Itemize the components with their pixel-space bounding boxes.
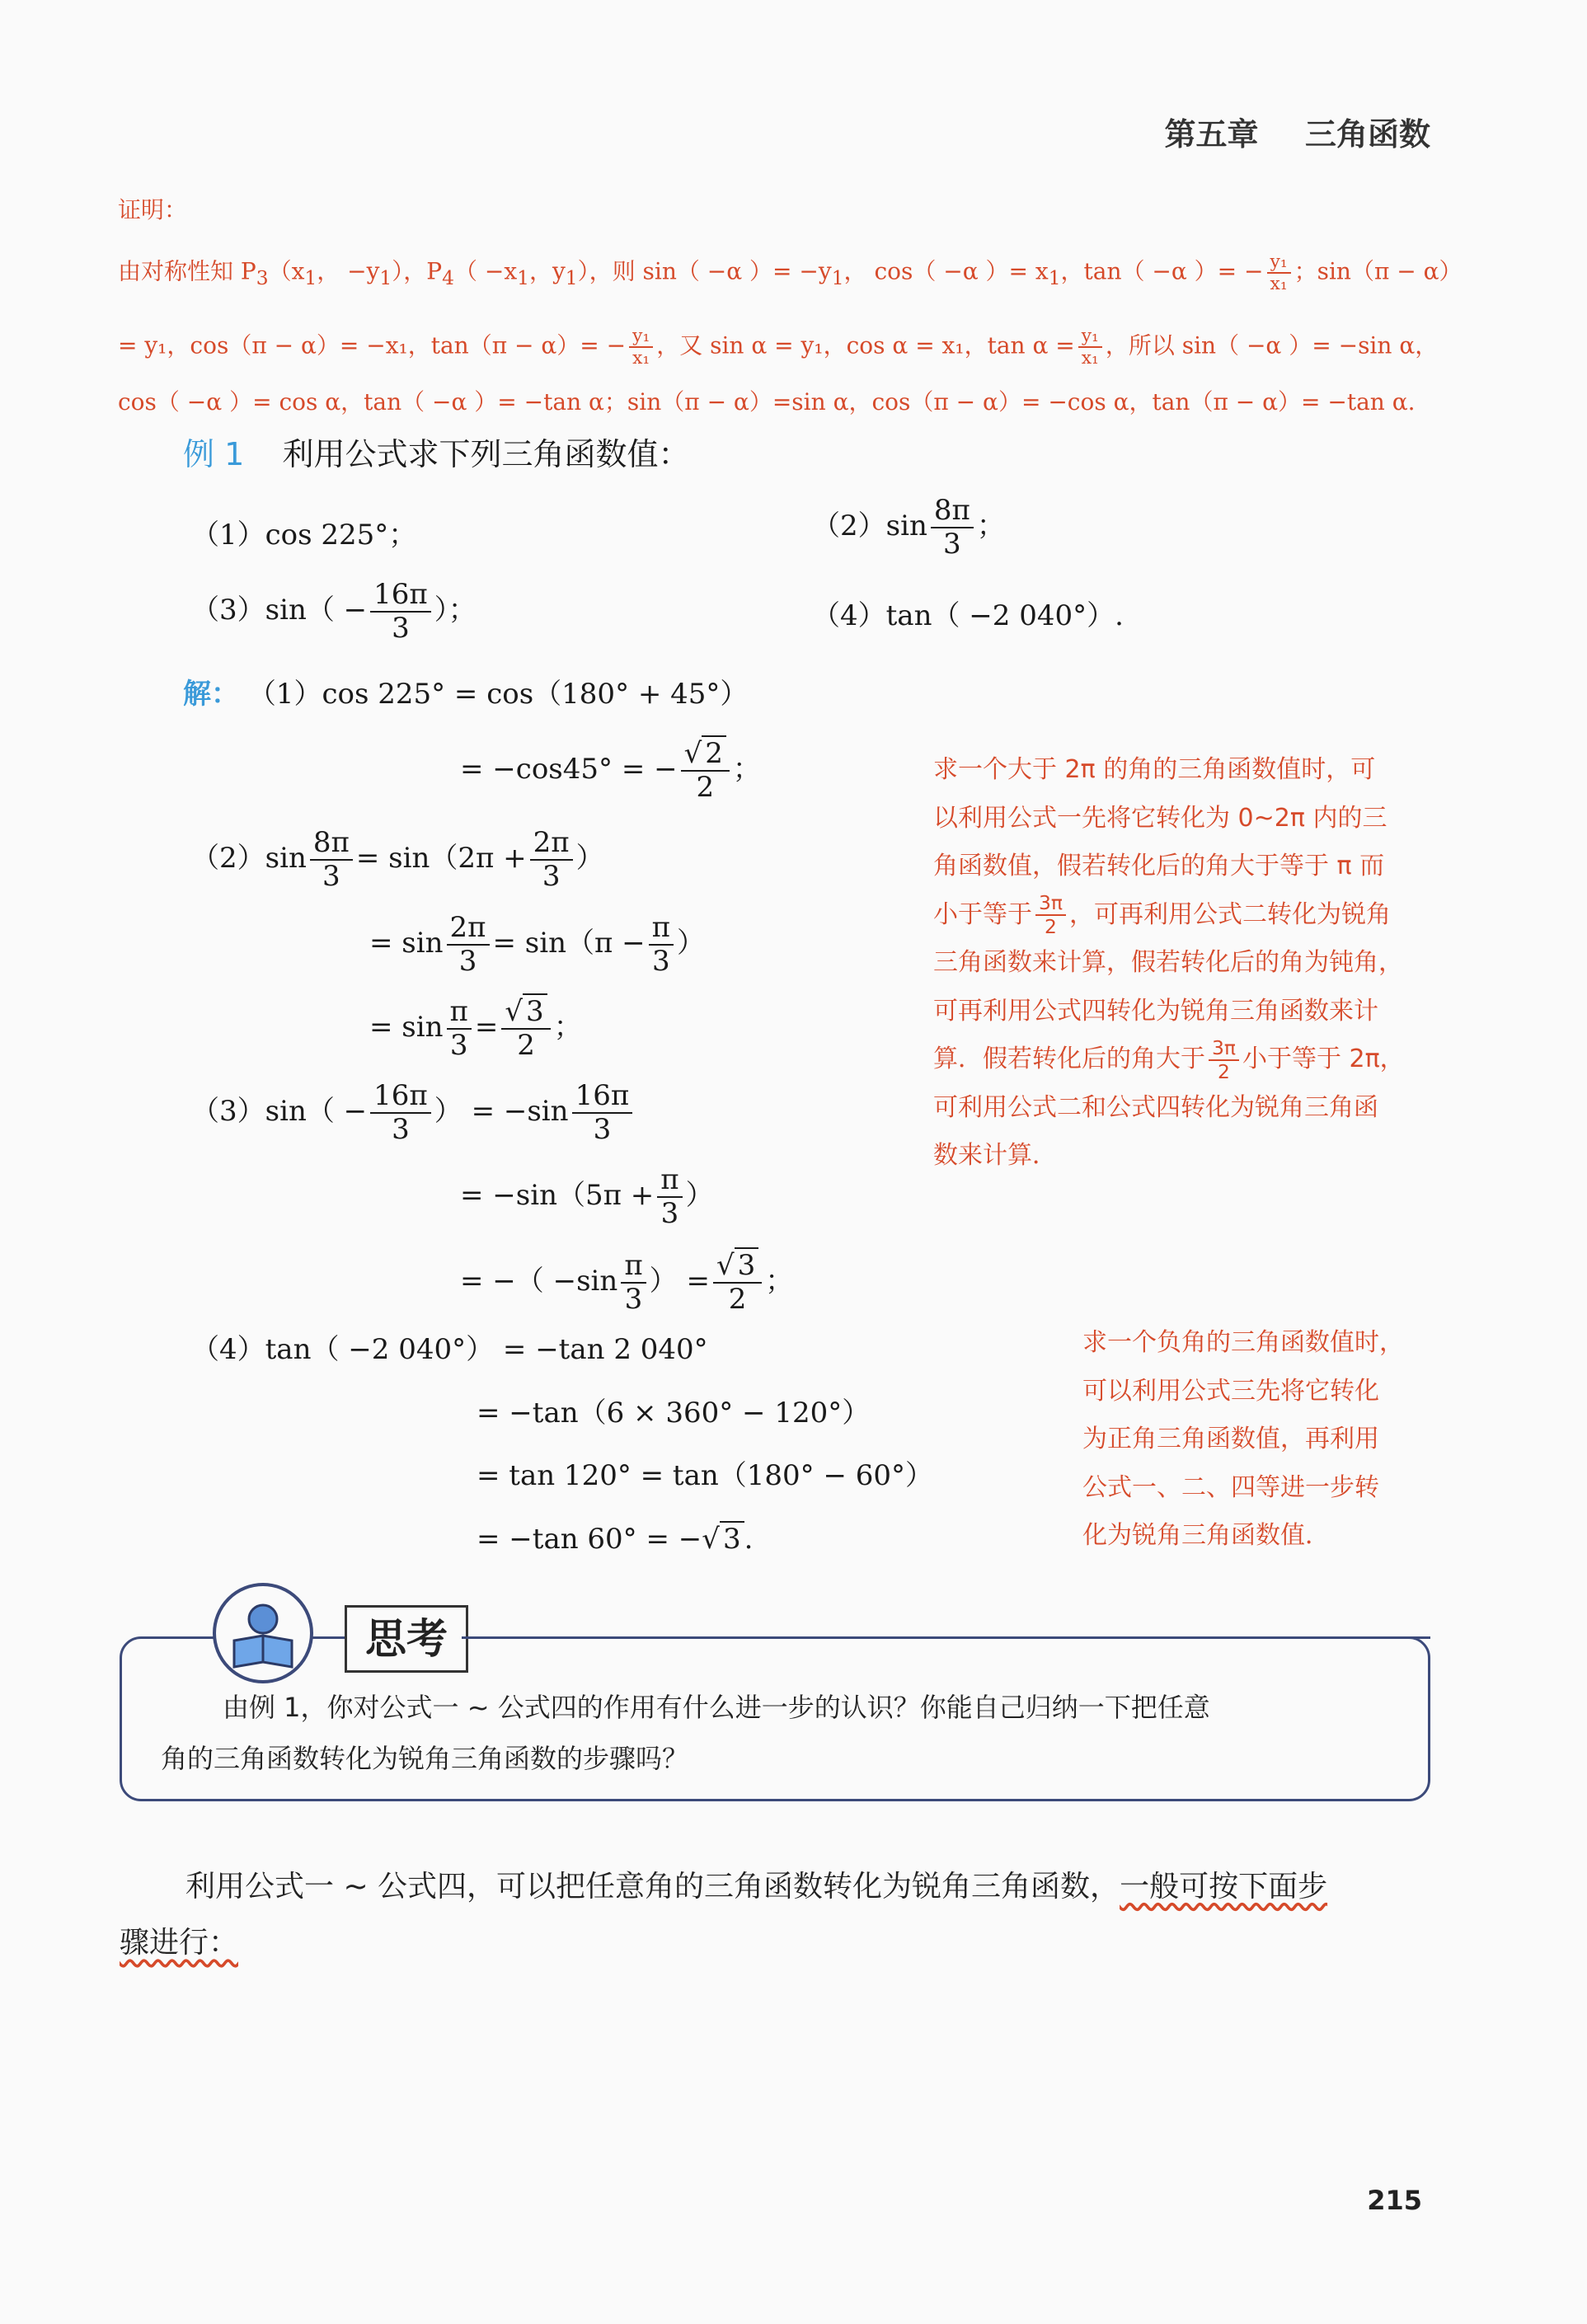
proof-line-2: = y₁，cos（π − α）= −x₁，tan（π − α）= − $\frac{\text{y₁}}{\text{x₁}}$ ，又 sin α = y₁，cos α = x₁，tan α = $\frac{\text{y₁}}{\text{x₁}}$ ，所以 sin（ −α ）= −sin α， [118,326,1439,369]
question-2: （2）sin $\frac{8\pi}{3}$ ； [812,494,1005,561]
think-text: 由例 1，你对公式一 ~ 公式四的作用有什么进一步的认识？你能自己归纳一下把任意 角的三角函数转化为锐角三角函数的步骤吗？ [161,1692,1210,1775]
question-4: （4）tan（ −2 040°）. [812,599,1124,632]
chapter-title: 三角函数 [1304,116,1430,153]
solution-label: 解： [183,678,239,711]
proof-line-1: 由对称性知 $P_3(x_1$， $-y_1$），$P_4( -x_1$，$y_1$），则 sin（ −α ）= $-y_1$， cos（ −α ）= $x_1$，tan（ −α ）= − $\frac{\text{y₁}}{\text{x₁}}$ ；sin（π − α） [118,251,1463,295]
solution-3-line-2: = −sin（5π + $\frac{\pi}{3}$ ） [460,1163,714,1231]
chapter-number: 第五章 [1164,116,1259,153]
question-1: （1）cos 225°； [191,519,417,552]
question-3: （3）sin（ − $\frac{16\pi}{3}$ ）； [191,578,477,646]
proof-line-3: cos（ −α ）= cos α，tan（ −α ）= −tan α；sin（π − α）=sin α，cos（π − α）= −cos α，tan（π − α）= −tan α. [118,388,1416,416]
proof-label: 证明： [118,196,188,223]
side-note-1: 求一个大于 2π 的角的三角函数值时，可 以利用公式一先将它转化为 0~2π 内的三 角函数值，假若转化后的角大于等于 π 而 小于等于 $\frac{3\pi}{2}$ ，可再利用公式二转化为锐角 三角函数来计算，假若转化后的角为钝角， 可再利用公式四转化为锐角三角函数来计 算．假若转化后的角大于 $\frac{3\pi}{2}$ 小于等于 2π， 可利用公式二和公式四转化为锐角三角函 数来计算． [933,755,1405,1170]
solution-1-line-2: = −cos45° = − $\frac{√ 2}{2}$ ； [460,737,761,805]
solution-1-line-1: 解： （1）cos 225° = cos（180° + 45°） [183,678,749,711]
example-label: 例 1 [183,436,245,472]
solution-4-line-4: = −tan 60° = −√ 3 . [477,1523,754,1556]
example-heading [183,429,689,474]
reading-person-icon [213,1583,313,1683]
body-paragraph: 利用公式一 ~ 公式四，可以把任意角的三角函数转化为锐角三角函数，一般可按下面步 骤进行： [120,1870,1328,1960]
page-number: 215 [1367,2185,1422,2216]
solution-3-line-3: = −（ −sin $\frac{\pi}{3}$ ） = $\frac{√ 3}{2}$ ； [460,1249,794,1317]
solution-2-line-3: = sin $\frac{\pi}{3}$ = $\frac{√ 3}{2}$ ； [369,995,582,1063]
fraction: $\frac{\text{y₁}}{\text{x₁}}$ [1078,326,1102,369]
think-title-rule [462,1636,1430,1639]
solution-4-line-2: = −tan（6 × 360° − 120°） [477,1397,871,1430]
fraction: $\frac{\text{y₁}}{\text{x₁}}$ [629,326,653,369]
example-title: 利用公式求下列三角函数值： [282,436,690,472]
fraction: $\frac{\text{y₁}}{\text{x₁}}$ [1267,251,1291,294]
solution-3-line-1: （3）sin（ − $\frac{16\pi}{3}$ ） = −sin $\frac{16\pi}{3}$ [191,1080,636,1146]
chapter-header [1165,109,1431,154]
solution-2-line-2: = sin $\frac{2\pi}{3}$ = sin（π − $\frac{\pi}{3}$ ） [369,911,706,979]
solution-4-line-3: = tan 120° = tan（180° − 60°） [477,1459,934,1492]
solution-2-line-1: （2）sin $\frac{8\pi}{3}$ = sin（2π + $\frac{2\pi}{3}$ ） [191,826,604,894]
think-title: 思考 [345,1605,468,1673]
side-note-2: 求一个负角的三角函数值时， 可以利用公式三先将它转化 为正角三角函数值，再利用 公式一、二、四等进一步转 化为锐角三角函数值． [1082,1328,1404,1550]
solution-4-line-1: （4）tan（ −2 040°） = −tan 2 040° [191,1333,708,1366]
